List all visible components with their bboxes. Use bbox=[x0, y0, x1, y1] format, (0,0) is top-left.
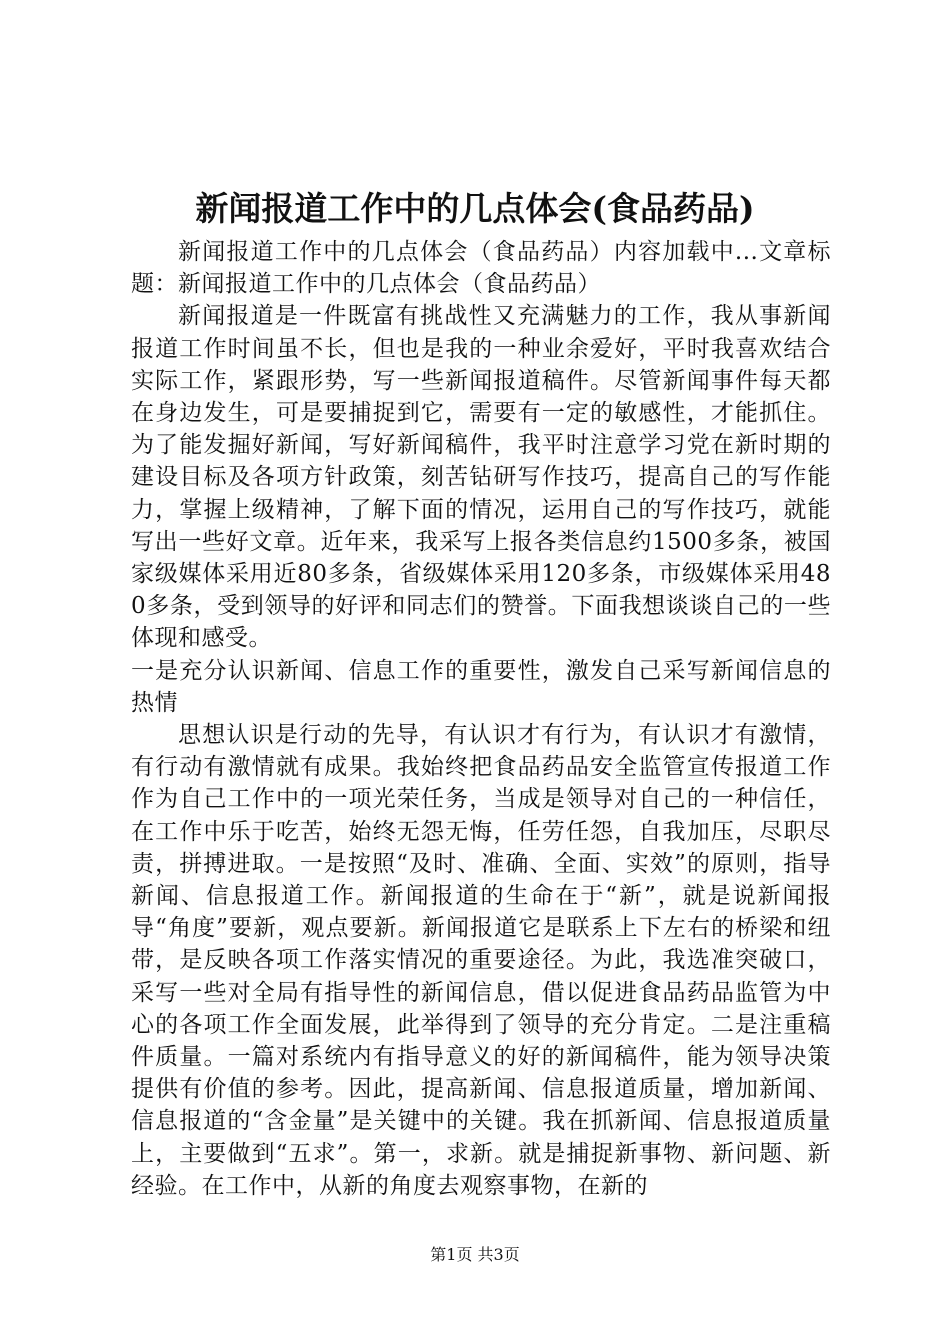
paragraph-thinking: 思想认识是行动的先导，有认识才有行为，有认识才有激情，有行动有激情就有成果。我始终把食品药品安全监管宣传报道工作作为自己工作中的一项光荣任务，当成是领导对自己的一种信任，在工作中乐于吃苦，始终无怨无悔，任劳任怨，自我加压，尽职尽责，拼搏进取。一是按照“及时、准确、全面、实效”的原则，指导新闻、信息报道工作。新闻报道的生命在于“新”，就是说新闻报导“角度”要新，观点要新。新闻报道它是联系上下左右的桥梁和纽带，是反映各项工作落实情况的重要途径。为此，我选准突破口，采写一些对全局有指导性的新闻信息，借以促进食品药品监管为中心的各项工作全面发展，此举得到了领导的充分肯定。二是注重稿件质量。一篇对系统内有指导意义的好的新闻稿件，能为领导决策提供有价值的参考。因此，提高新闻、信息报道质量，增加新闻、信息报道的“含金量”是关键中的关键。我在抓新闻、信息报道质量上，主要做到“五求”。第一，求新。就是捕捉新事物、新问题、新经验。在工作中，从新的角度去观察事物，在新的 bbox=[131, 722, 831, 1199]
document-title: 新闻报道工作中的几点体会(食品药品) bbox=[195, 189, 755, 228]
document-body bbox=[131, 236, 831, 1202]
paragraph-intro: 新闻报道工作中的几点体会（食品药品）内容加载中...文章标题：新闻报道工作中的几点体会（食品药品） bbox=[131, 239, 831, 298]
page-number-footer: 第1页 共3页 bbox=[430, 1245, 520, 1264]
paragraph-overview: 新闻报道是一件既富有挑战性又充满魅力的工作，我从事新闻报道工作时间虽不长，但也是我的一种业余爱好，平时我喜欢结合实际工作，紧跟形势，写一些新闻报道稿件。尽管新闻事件每天都在身边发生，可是要捕捉到它，需要有一定的敏感性，才能抓住。为了能发掘好新闻，写好新闻稿件，我平时注意学习党在新时期的建设目标及各项方针政策，刻苦钻研写作技巧，提高自己的写作能力，掌握上级精神，了解下面的情况，运用自己的写作技巧，就能写出一些好文章。近年来，我采写上报各类信息约1500多条，被国家级媒体采用近80多条，省级媒体采用120多条，市级媒体采用480多条，受到领导的好评和同志们的赞誉。下面我想谈谈自己的一些体现和感受。 bbox=[131, 303, 831, 652]
section-heading-one: 一是充分认识新闻、信息工作的重要性，激发自己采写新闻信息的热情 bbox=[131, 657, 831, 716]
